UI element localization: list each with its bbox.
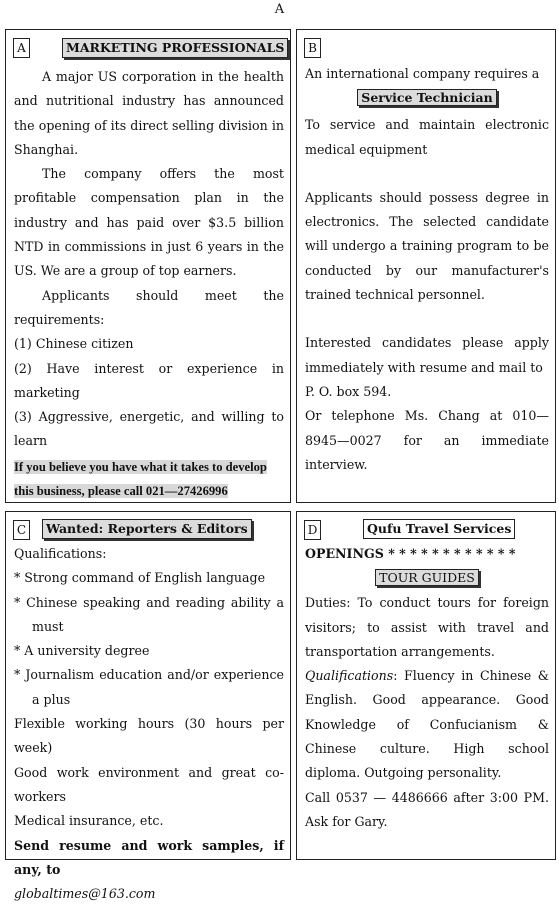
ad-box-b — [296, 29, 556, 503]
ad-b-paragraph-3: Interested candidates please apply immediately with resume and mail to — [305, 335, 549, 375]
ad-c-bullet-2: * Chinese speaking and reading ability a must — [14, 594, 284, 634]
ad-c-bullet-1: * Strong command of English language — [14, 570, 266, 586]
page-label: A — [274, 2, 285, 17]
ad-a-paragraph-1: A major US corporation in the health and nutritional industry has announced the opening of its direct selling division in Shanghai. — [14, 69, 284, 157]
ad-a-requirement-3: (3) Aggressive, energetic, and willing to learn — [14, 409, 284, 449]
ad-a-body — [14, 65, 284, 503]
ad-a-paragraph-2: The company offers the most profitable compensation plan in the industry and has paid over $3.5 billion NTD in commissions in just 6 years in the US. We are a group of top earners. — [14, 166, 284, 279]
ad-a-call-line-2: this business, please call 021—27426996 — [14, 484, 228, 499]
ad-b-pobox: P. O. box 594. — [305, 383, 392, 399]
ad-letter-a: A — [13, 38, 30, 58]
ad-b-paragraph-2: Applicants should possess degree in electronics. The selected candidate will undergo a training program to be conducted by our manufacturer's trained technical personnel. — [305, 189, 549, 303]
ad-d-openings: OPENINGS * * * * * * * * * * * * — [305, 546, 516, 561]
ad-c-line-2: Good work environment and great co-workers — [14, 764, 284, 804]
ad-letter-b: B — [304, 38, 321, 58]
ad-b-intro: An international company requires a — [305, 66, 540, 81]
ad-box-a — [5, 29, 291, 503]
ad-box-c — [5, 511, 291, 902]
ad-c-title: Wanted: Reporters & Editors — [42, 519, 252, 539]
ad-c-qualifications-label: Qualifications: — [14, 546, 107, 561]
ad-c-bullet-3: * A university degree — [14, 643, 150, 659]
ad-d-body — [305, 542, 549, 834]
ad-c-line-1: Flexible working hours (30 hours per week) — [14, 716, 284, 756]
ad-c-email: globaltimes@163.com — [14, 886, 156, 902]
ad-box-d — [296, 511, 556, 860]
ad-b-body — [305, 62, 549, 477]
ad-a-call-line-1: If you believe you have what it takes to develop — [14, 459, 267, 474]
ad-b-phone: Or telephone Ms. Chang at 010—8945—0027 for an immediate interview. — [305, 408, 549, 472]
ad-d-qualifications-label: Qualifications — [305, 668, 394, 684]
ad-d-subtitle: TOUR GUIDES — [375, 569, 479, 586]
ad-a-requirement-1: (1) Chinese citizen — [14, 336, 134, 352]
ad-letter-d: D — [304, 520, 321, 540]
ad-a-title: MARKETING PROFESSIONALS — [62, 38, 288, 58]
ad-d-call: Call 0537 — 4486666 after 3:00 PM. Ask for Gary. — [305, 789, 549, 829]
ad-d-qualifications-text: : Fluency in Chinese & English. Good appearance. Good Knowledge of Confucianism & Chinese culture. High school diploma. Outgoing personality. — [305, 668, 549, 781]
ad-d-title: Qufu Travel Services — [363, 519, 515, 539]
ad-c-bullet-4: * Journalism education and/or experience a plus — [14, 667, 284, 707]
ad-d-qualifications — [305, 664, 549, 785]
ad-c-line-3: Medical insurance, etc. — [14, 813, 164, 829]
ad-c-body — [14, 542, 284, 906]
ad-letter-c: C — [13, 520, 30, 540]
ad-a-paragraph-3: Applicants should meet the requirements: — [14, 287, 284, 327]
ad-a-requirement-2: (2) Have interest or experience in marketing — [14, 360, 284, 400]
ad-d-duties: Duties: To conduct tours for foreign visitors; to assist with travel and transportation arrangements. — [305, 595, 549, 659]
ad-c-send: Send resume and work samples, if any, to — [14, 837, 284, 877]
ad-b-title: Service Technician — [357, 89, 496, 106]
ad-b-duty: To service and maintain electronic medical equipment — [305, 117, 549, 157]
